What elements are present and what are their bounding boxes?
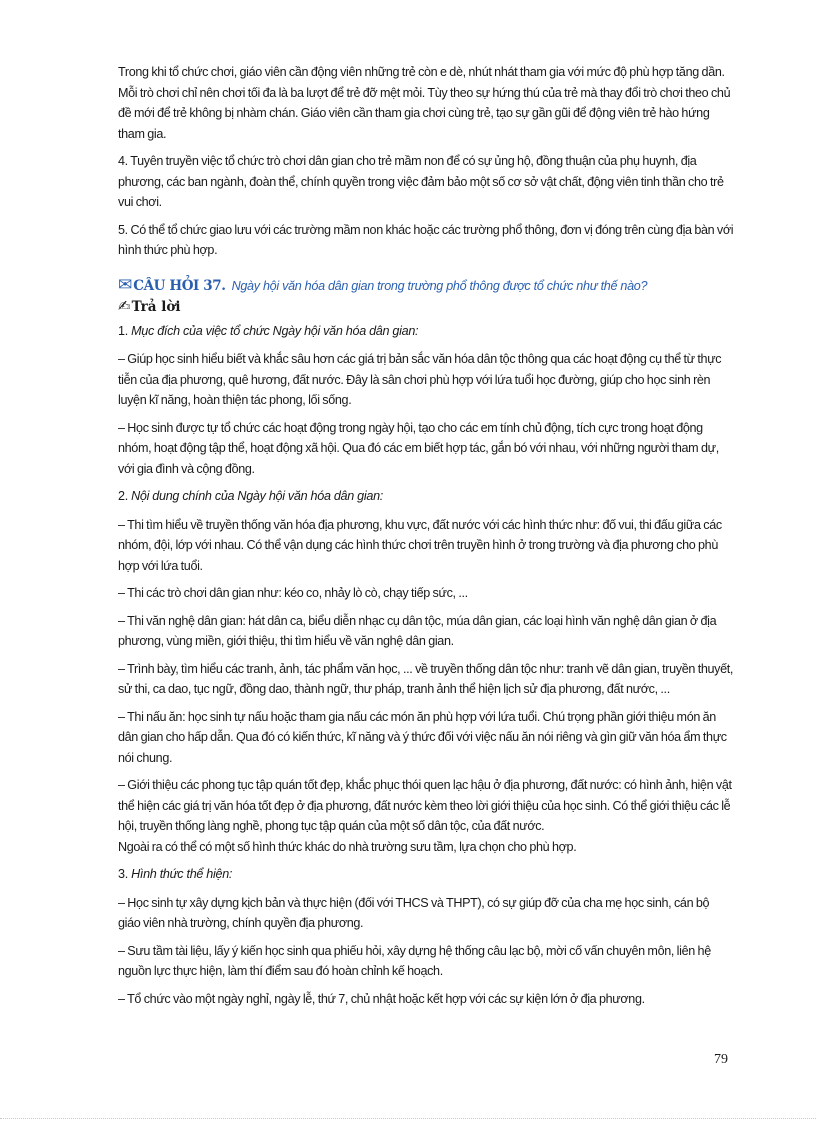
body-paragraph: – Tổ chức vào một ngày nghỉ, ngày lễ, thứ 7, chủ nhật hoặc kết hợp với các sự kiện lớn ở địa phương. [118, 991, 645, 1006]
section-number: 1. [118, 323, 128, 338]
body-paragraph: – Trình bày, tìm hiểu các tranh, ảnh, tác phẩm văn học, ... về truyền thống dân tộc như: tranh vẽ dân gian, truyền thuyết, sử thi, ca dao, tục ngữ, đồng dao, thành ngữ, thư pháp, tranh ảnh thể hiện lịch sử địa phương, đất nước, ... [118, 661, 734, 696]
section-title: Hình thức thể hiện: [131, 867, 233, 881]
page-number: 79 [714, 1052, 728, 1067]
question-label: CÂU HỎI 37. [133, 277, 226, 294]
section-title: Nội dung chính của Ngày hội văn hóa dân gian: [131, 489, 383, 503]
body-paragraph: – Sưu tầm tài liệu, lấy ý kiến học sinh qua phiếu hỏi, xây dựng hệ thống câu lạc bộ, mời cố vấn chuyên môn, liên hệ nguồn lực thực hiện, làm thí điểm sau đó hoàn chỉnh kế hoạch. [118, 943, 711, 978]
body-paragraph: – Thi tìm hiểu về truyền thống văn hóa địa phương, khu vực, đất nước với các hình thức như: đố vui, thi đấu giữa các nhóm, đội, lớp với nhau. Có thể vận dụng các hình thức chơi trên truyền hình ở trong trường và địa phương cho phù hợp với lứa tuổi. [118, 517, 722, 573]
body-paragraph: Ngoài ra có thể có một số hình thức khác do nhà trường sưu tầm, lựa chọn cho phù hợp. [118, 839, 577, 854]
section-heading [118, 864, 734, 885]
intro-paragraph: 5. Có thể tổ chức giao lưu với các trường mầm non khác hoặc các trường phổ thông, đơn vị đóng trên cùng địa bàn với hình thức phù hợp. [118, 222, 734, 257]
question-heading [118, 275, 734, 295]
body-paragraph: – Thi nấu ăn: học sinh tự nấu hoặc tham gia nấu các món ăn phù hợp với lứa tuổi. Chú trọng phần giới thiệu món ăn dân gian cho hấp dẫn. Qua đó có kiến thức, kĩ năng và ý thức đối với việc nấu ăn nói riêng và gìn giữ văn hóa ẩm thực nói chung. [118, 709, 727, 765]
section-number: 2. [118, 489, 128, 503]
body-paragraph: – Học sinh được tự tổ chức các hoạt động trong ngày hội, tạo cho các em tính chủ động, tích cực trong hoạt động nhóm, hoạt động tập thể, hoạt động xã hội. Qua đó các em biết hợp tác, gắn bó với nhau, với những người tham dự, với gia đình và cộng đồng. [118, 420, 719, 476]
answer-heading [118, 297, 734, 315]
pen-hand-icon: ✍ [118, 296, 131, 315]
section-number: 3. [118, 867, 128, 881]
page-bottom-border [0, 1118, 816, 1119]
answer-label: Trả lời [131, 298, 181, 315]
section-title: Mục đích của việc tổ chức Ngày hội văn hóa dân gian: [131, 323, 419, 338]
section-heading [118, 486, 734, 507]
envelope-icon: ✉ [118, 274, 133, 295]
section-heading [118, 321, 734, 342]
intro-paragraph: 4. Tuyên truyền việc tổ chức trò chơi dân gian cho trẻ mầm non để có sự ủng hộ, đồng thuận của phụ huynh, địa phương, các ban ngành, đoàn thể, chính quyền trong việc đảm bảo một số cơ sở vật chất, động viên tinh thần cho trẻ vui chơi. [118, 154, 724, 209]
body-paragraph: – Học sinh tự xây dựng kịch bản và thực hiện (đối với THCS và THPT), có sự giúp đỡ của cha mẹ học sinh, cán bộ giáo viên nhà trường, chính quyền địa phương. [118, 895, 710, 930]
body-paragraph: – Thi các trò chơi dân gian như: kéo co, nhảy lò cò, chạy tiếp sức, ... [118, 586, 468, 600]
text-column [118, 62, 734, 1016]
intro-paragraph: Trong khi tổ chức chơi, giáo viên cần động viên những trẻ còn e dè, nhút nhát tham gia với mức độ phù hợp tăng dần. Mỗi trò chơi chỉ nên chơi tối đa là ba lượt để trẻ đỡ mệt mỏi. Tùy theo sự hứng thú của trẻ mà thay đổi trò chơi theo chủ đề mới để trẻ không bị nhàm chán. Giáo viên cần tham gia chơi cùng trẻ, tạo sự gần gũi để động viên trẻ hào hứng tham gia. [118, 65, 731, 141]
body-paragraph: – Giúp học sinh hiểu biết và khắc sâu hơn các giá trị bản sắc văn hóa dân tộc thông qua các hoạt động cụ thể từ thực tiễn của địa phương, quê hương, đất nước. Đây là sân chơi phù hợp với lứa tuổi học đường, giúp cho học sinh rèn luyện kĩ năng, hoàn thiện tác phong, lối sống. [118, 352, 722, 407]
question-text: Ngày hội văn hóa dân gian trong trường phổ thông được tổ chức như thế nào? [231, 278, 648, 293]
body-paragraph: – Giới thiệu các phong tục tập quán tốt đẹp, khắc phục thói quen lạc hậu ở địa phương, đất nước: có hình ảnh, hiện vật thể hiện các giá trị văn hóa tốt đẹp ở địa phương, đất nước kèm theo lời giới thiệu của học sinh. Có thể giới thiệu các lễ hội, truyền thống làng nghề, phong tục tập quán của một số dân tộc, của đất nước. [118, 778, 732, 833]
body-paragraph: – Thi văn nghệ dân gian: hát dân ca, biểu diễn nhạc cụ dân tộc, múa dân gian, các loại hình văn nghệ dân gian ở địa phương, vùng miền, giới thiệu, thi tìm hiểu về văn nghệ dân gian. [118, 613, 717, 648]
